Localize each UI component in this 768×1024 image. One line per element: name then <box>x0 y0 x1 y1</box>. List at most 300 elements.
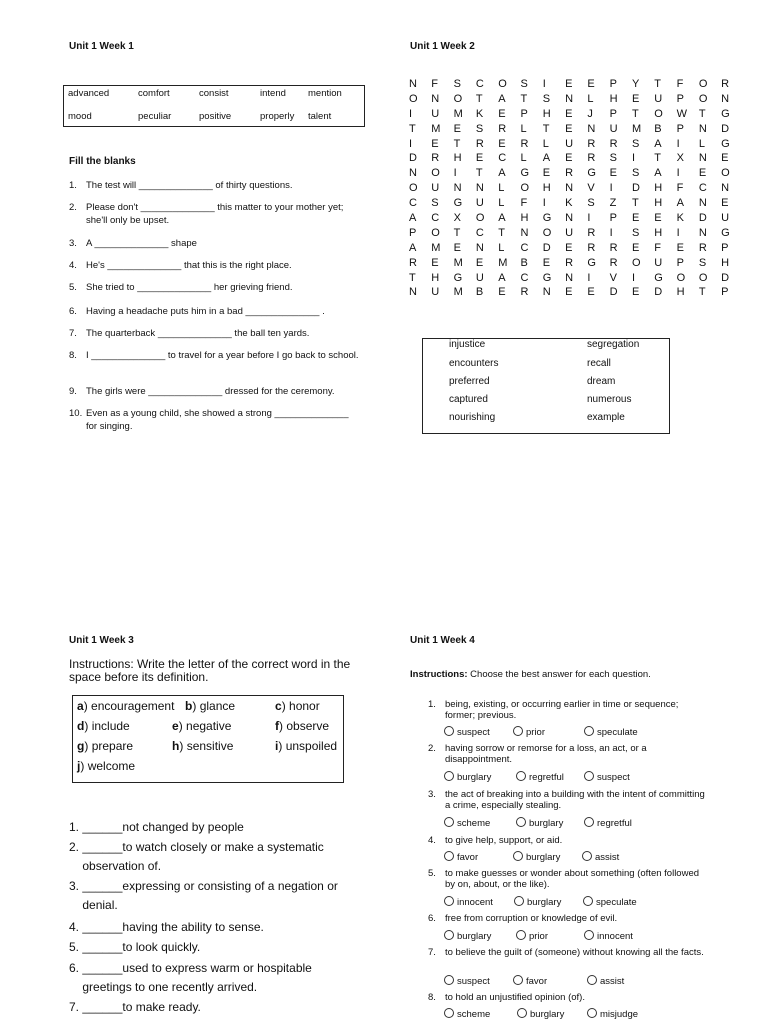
word-search-letter: E <box>542 167 551 180</box>
word-search-letter: M <box>431 122 441 135</box>
word-list-item: preferred <box>449 376 490 387</box>
word-search-letter: L <box>498 197 505 210</box>
word-search-letter: N <box>587 122 596 135</box>
word-search-letter: P <box>676 122 684 135</box>
word-search-letter: U <box>565 137 574 150</box>
answer-choice[interactable] <box>444 726 490 738</box>
week1-question: 9. The girls were ______________ dressed for the ceremony. <box>69 386 335 397</box>
word-search-letter: U <box>721 212 730 225</box>
radio-button-icon[interactable] <box>583 896 593 906</box>
word-search-letter: T <box>453 226 461 239</box>
week4-header: Unit 1 Week 4 <box>410 635 475 646</box>
word-search-letter: G <box>520 167 530 180</box>
word-search-letter: P <box>721 241 729 254</box>
word-search-letter: R <box>587 152 596 165</box>
word-list-item: injustice <box>449 339 486 350</box>
week3-definition: 6. ______used to express warm or hospitable greetings to one recently arrived. <box>69 961 312 994</box>
word-search-letter: G <box>542 271 552 284</box>
word-search-letter: S <box>698 256 707 269</box>
week3-definition: 5. ______to look quickly. <box>69 940 201 954</box>
word-search-letter: A <box>542 152 551 165</box>
word-search-letter: C <box>498 152 507 165</box>
word-search-letter: U <box>475 197 484 210</box>
answer-choice-label: misjudge <box>600 1009 639 1020</box>
word-search-row <box>409 238 743 253</box>
word-search-letter: R <box>698 241 707 254</box>
word-search-letter: E <box>565 78 573 90</box>
word-search-letter: B <box>475 286 484 299</box>
word-search-letter: P <box>676 256 684 269</box>
word-search-letter: I <box>609 182 613 195</box>
word-search-letter: H <box>520 212 529 225</box>
word-search-letter: A <box>654 137 662 150</box>
word-search-letter: O <box>698 271 708 284</box>
answer-choice-label: burglary <box>457 772 492 783</box>
week1-question: 1. The test will ______________ of thirty questions. <box>69 180 293 191</box>
word-search-letter: N <box>721 182 730 195</box>
word-search-letter: C <box>475 226 484 239</box>
answer-choice-label: scheme <box>457 1009 491 1020</box>
word-search-letter: T <box>542 122 550 135</box>
word-search-letter: I <box>631 271 636 284</box>
word-search-letter: U <box>565 226 574 239</box>
word-search-letter: R <box>609 256 618 269</box>
word-search-letter: E <box>631 212 640 225</box>
word-search-letter: O <box>453 92 463 105</box>
word-search-letter: F <box>654 241 661 254</box>
word-search-letter: X <box>676 152 684 165</box>
word-search-letter: F <box>520 197 528 210</box>
word-search-letter: L <box>498 241 505 254</box>
word-search-letter: I <box>409 107 413 120</box>
word-search-letter: T <box>631 197 639 210</box>
word-search-letter: T <box>475 167 483 180</box>
word-search-row <box>409 74 743 89</box>
word-search-letter: G <box>721 226 730 239</box>
word-search-letter: I <box>676 226 680 239</box>
week1-question: 10. Even as a young child, she showed a strong ______________ for singing. <box>69 408 349 432</box>
word-search-letter: E <box>631 286 640 299</box>
word-search-letter: O <box>431 167 440 180</box>
word-bank-item: positive <box>199 111 232 122</box>
word-search-letter: H <box>721 256 730 269</box>
answer-choice[interactable] <box>587 1008 638 1020</box>
word-search-letter: M <box>631 122 642 135</box>
word-search-letter: I <box>631 152 636 165</box>
word-search-letter: S <box>631 137 640 150</box>
word-search-letter: R <box>721 78 730 90</box>
word-search-letter: N <box>520 226 529 239</box>
word-search-letter: I <box>453 167 457 180</box>
word-list-item: segregation <box>587 339 640 350</box>
word-search-letter: A <box>409 241 417 254</box>
word-list-item: encounters <box>449 358 499 369</box>
word-search-letter: Y <box>631 78 640 90</box>
word-search-letter: K <box>676 212 684 225</box>
answer-choice[interactable] <box>444 975 490 987</box>
word-search-letter: E <box>565 122 573 135</box>
word-search-letter: P <box>409 226 417 239</box>
word-search-letter: E <box>698 167 707 180</box>
word-search-letter: T <box>498 226 505 239</box>
radio-button-icon[interactable] <box>444 726 454 736</box>
week3-definition: 7. ______to make ready. <box>69 1000 201 1014</box>
radio-button-icon[interactable] <box>513 975 523 985</box>
word-search-letter: O <box>475 212 485 225</box>
word-search-letter: P <box>676 92 684 105</box>
word-search-letter: L <box>542 137 549 150</box>
word-search-letter: P <box>609 78 618 90</box>
week4-question: 4. to give help, support, or aid. <box>428 835 563 846</box>
word-search-letter: V <box>587 182 595 195</box>
word-search-letter: N <box>565 92 574 105</box>
word-search-letter: C <box>409 197 417 210</box>
word-search-letter: E <box>498 107 506 120</box>
answer-choice[interactable] <box>584 930 633 942</box>
answer-choice[interactable] <box>584 817 632 829</box>
answer-choice[interactable] <box>584 771 630 783</box>
answer-choice[interactable] <box>444 1008 490 1020</box>
word-search-letter: C <box>698 182 707 195</box>
word-search-letter: R <box>498 122 507 135</box>
word-search-letter: O <box>409 182 418 195</box>
word-search-letter: T <box>475 92 483 105</box>
word-search-letter: E <box>587 286 595 299</box>
word-bank-item: mention <box>308 88 342 99</box>
answer-choice[interactable] <box>444 771 491 783</box>
radio-button-icon[interactable] <box>514 896 524 906</box>
word-search-letter: G <box>453 197 463 210</box>
word-search-letter: H <box>654 197 663 210</box>
radio-button-icon[interactable] <box>444 896 454 906</box>
radio-button-icon[interactable] <box>516 930 526 940</box>
word-search-letter: R <box>520 137 529 150</box>
answer-choice-label: burglary <box>529 818 564 829</box>
word-search-letter: A <box>676 197 684 210</box>
word-search-letter: N <box>698 152 707 165</box>
word-search-letter: D <box>698 212 707 225</box>
word-list-item: example <box>587 412 625 423</box>
answer-choice-label: scheme <box>457 818 491 829</box>
word-search-letter: E <box>631 241 640 254</box>
answer-choice[interactable] <box>582 851 619 863</box>
answer-option: a) encouragement <box>77 699 175 713</box>
word-bank-item: consist <box>199 88 229 99</box>
word-search-letter: E <box>498 137 506 150</box>
word-search-letter: E <box>431 137 439 150</box>
word-search-letter: E <box>453 241 461 254</box>
radio-button-icon[interactable] <box>444 1008 454 1018</box>
radio-button-icon[interactable] <box>584 771 594 781</box>
word-search-letter: E <box>453 122 461 135</box>
word-search-letter: L <box>520 152 527 165</box>
word-search-letter: T <box>453 137 461 150</box>
word-search-letter: L <box>520 122 527 135</box>
answer-choice-label: assist <box>600 976 625 987</box>
word-search-letter: N <box>409 286 417 299</box>
word-search-letter: P <box>721 286 729 299</box>
word-search-letter: S <box>587 197 595 210</box>
word-search-letter: D <box>542 241 551 254</box>
answer-choice[interactable] <box>516 817 563 829</box>
word-search-letter: D <box>721 271 730 284</box>
word-search-letter: U <box>609 122 618 135</box>
word-bank-item: talent <box>308 111 332 122</box>
word-bank-item: mood <box>68 111 92 122</box>
word-search-letter: E <box>609 167 618 180</box>
week3-definition: 4. ______having the ability to sense. <box>69 920 264 934</box>
answer-choice[interactable] <box>513 726 545 738</box>
answer-choice[interactable] <box>583 896 637 908</box>
word-search-letter: M <box>453 256 463 269</box>
word-search-letter: P <box>609 107 618 120</box>
word-search-letter: O <box>654 107 663 120</box>
word-list-item: captured <box>449 394 488 405</box>
answer-option: b) glance <box>185 699 236 713</box>
week1-question: 5. She tried to ______________ her grieving friend. <box>69 282 293 293</box>
word-search-letter: S <box>520 78 528 90</box>
week1-word-bank <box>63 85 365 127</box>
word-search-letter: I <box>676 167 680 180</box>
word-search-letter: O <box>631 256 641 269</box>
word-search-letter: N <box>409 167 417 180</box>
week4-question: 3. the act of breaking into a building with the intent of committing a crime, especially stealing. <box>428 789 705 811</box>
word-list-item: nourishing <box>449 412 496 423</box>
radio-button-icon[interactable] <box>584 817 594 827</box>
word-search-letter: R <box>409 256 417 269</box>
answer-choice[interactable] <box>516 930 548 942</box>
word-search-letter: E <box>498 286 506 299</box>
word-search-row <box>409 282 743 297</box>
week4-question: 5. to make guesses or wonder about something (often followed by on, about, or the like). <box>428 868 700 890</box>
word-search-letter: R <box>587 137 596 150</box>
word-search-letter: G <box>721 137 730 150</box>
word-search-letter: O <box>431 226 440 239</box>
word-search-letter: O <box>542 226 552 239</box>
answer-choice-label: burglary <box>527 897 562 908</box>
word-search-letter: E <box>631 92 640 105</box>
answer-option: c) honor <box>275 699 320 713</box>
week1-question: 7. The quarterback ______________ the ball ten yards. <box>69 328 310 339</box>
word-search-letter: R <box>587 241 596 254</box>
word-search-letter: E <box>565 107 573 120</box>
word-search-letter: J <box>587 107 593 120</box>
word-search-letter: I <box>542 197 546 210</box>
radio-button-icon[interactable] <box>587 975 597 985</box>
word-search-letter: N <box>475 182 484 195</box>
word-search-letter: R <box>565 167 574 180</box>
word-search-row <box>409 134 743 149</box>
word-search-letter: I <box>409 137 413 150</box>
word-search-letter: G <box>721 107 730 120</box>
word-search-grid <box>409 74 743 297</box>
word-search-letter: T <box>654 78 661 90</box>
answer-choice-label: prior <box>529 931 549 942</box>
word-search-letter: N <box>721 92 730 105</box>
week3-definition: 2. ______to watch closely or make a systematic observation of. <box>69 840 324 873</box>
answer-choice-label: burglary <box>530 1009 565 1020</box>
word-search-letter: P <box>609 212 618 225</box>
word-search-row <box>409 193 743 208</box>
week1-question: 6. Having a headache puts him in a bad ______________ . <box>69 306 325 317</box>
word-search-letter: N <box>453 182 462 195</box>
answer-choice[interactable] <box>444 930 491 942</box>
word-search-letter: T <box>409 122 416 135</box>
week1-question: 8. I ______________ to travel for a year before I go back to school. <box>69 350 359 361</box>
word-search-letter: E <box>475 152 484 165</box>
answer-choice-label: regretful <box>597 818 632 829</box>
word-search-letter: E <box>431 256 439 269</box>
word-search-row <box>409 268 743 283</box>
word-search-letter: I <box>587 212 591 225</box>
word-search-row <box>409 89 743 104</box>
word-search-letter: S <box>475 122 484 135</box>
answer-choice[interactable] <box>444 851 478 863</box>
answer-choice-label: favor <box>526 976 548 987</box>
answer-choice-label: assist <box>595 852 620 863</box>
word-search-letter: R <box>609 137 618 150</box>
week4-instructions: Instructions: Choose the best answer for each question. <box>410 669 651 680</box>
radio-button-icon[interactable] <box>444 930 454 940</box>
answer-choice[interactable] <box>587 975 624 987</box>
answer-choice-label: speculate <box>597 727 638 738</box>
word-search-letter: E <box>721 152 729 165</box>
word-search-letter: T <box>631 107 639 120</box>
radio-button-icon[interactable] <box>587 1008 597 1018</box>
word-search-letter: D <box>654 286 663 299</box>
answer-option: j) welcome <box>77 759 136 773</box>
week1-title: Fill the blanks <box>69 156 136 167</box>
week4-question: 8. to hold an unjustified opinion (of). <box>428 992 585 1003</box>
word-search-letter: B <box>654 122 662 135</box>
answer-option: g) prepare <box>77 739 134 753</box>
word-search-letter: U <box>431 182 440 195</box>
answer-choice[interactable] <box>513 851 560 863</box>
radio-button-icon[interactable] <box>444 817 454 827</box>
week1-question: 3. A ______________ shape <box>69 238 197 249</box>
answer-choice[interactable] <box>513 975 547 987</box>
word-search-letter: N <box>698 226 707 239</box>
word-search-letter: C <box>431 212 440 225</box>
answer-choice-label: regretful <box>529 772 564 783</box>
answer-choice[interactable] <box>514 896 561 908</box>
word-search-letter: O <box>498 78 507 90</box>
word-search-letter: A <box>498 271 506 284</box>
word-search-letter: H <box>542 182 551 195</box>
word-search-letter: H <box>542 107 551 120</box>
word-search-letter: I <box>609 226 613 239</box>
word-search-letter: M <box>498 256 508 269</box>
word-search-letter: A <box>409 212 417 225</box>
answer-choice[interactable] <box>444 896 493 908</box>
answer-choice-label: burglary <box>457 931 492 942</box>
word-search-row <box>409 208 743 223</box>
word-search-letter: F <box>676 78 684 90</box>
word-search-letter: E <box>565 241 573 254</box>
radio-button-icon[interactable] <box>516 817 526 827</box>
word-search-letter: G <box>587 167 596 180</box>
word-search-letter: H <box>609 92 618 105</box>
word-search-letter: U <box>475 271 484 284</box>
word-search-letter: R <box>431 152 440 165</box>
answer-choice[interactable] <box>516 771 564 783</box>
radio-button-icon[interactable] <box>582 851 592 861</box>
word-search-letter: C <box>520 271 529 284</box>
answer-choice[interactable] <box>584 726 638 738</box>
word-search-letter: H <box>453 152 462 165</box>
week4-question: 6. free from corruption or knowledge of evil. <box>428 913 618 924</box>
word-search-letter: E <box>565 286 573 299</box>
week1-question: 4. He's ______________ that this is the right place. <box>69 260 292 271</box>
answer-choice[interactable] <box>517 1008 564 1020</box>
word-search-letter: D <box>609 286 618 299</box>
radio-button-icon[interactable] <box>517 1008 527 1018</box>
word-search-letter: U <box>431 286 440 299</box>
word-search-letter: K <box>565 197 573 210</box>
word-search-letter: G <box>654 271 663 284</box>
word-search-letter: M <box>453 107 463 120</box>
word-search-row <box>409 119 743 134</box>
word-search-letter: S <box>631 226 640 239</box>
word-search-row <box>409 163 743 178</box>
word-search-letter: M <box>431 241 441 254</box>
radio-button-icon[interactable] <box>584 726 594 736</box>
word-search-letter: R <box>520 286 529 299</box>
word-search-row <box>409 178 743 193</box>
radio-button-icon[interactable] <box>513 851 523 861</box>
radio-button-icon[interactable] <box>444 771 454 781</box>
word-search-letter: C <box>475 78 484 90</box>
answer-choice[interactable] <box>444 817 490 829</box>
word-search-letter: I <box>587 271 591 284</box>
word-search-letter: S <box>453 78 461 90</box>
radio-button-icon[interactable] <box>584 930 594 940</box>
word-search-letter: M <box>453 286 463 299</box>
word-search-letter: O <box>409 92 418 105</box>
word-search-letter: H <box>654 182 663 195</box>
word-list-item: numerous <box>587 394 632 405</box>
radio-button-icon[interactable] <box>516 771 526 781</box>
word-search-letter: T <box>698 286 706 299</box>
week3-instructions: Instructions: Write the letter of the correct word in the space before its definition. <box>69 657 351 684</box>
week3-header: Unit 1 Week 3 <box>69 635 134 646</box>
radio-button-icon[interactable] <box>513 726 523 736</box>
answer-choice-label: suspect <box>457 976 490 987</box>
word-search-letter: H <box>654 226 663 239</box>
word-search-letter: V <box>609 271 618 284</box>
word-search-letter: T <box>654 152 661 165</box>
word-list-item: recall <box>587 358 611 369</box>
radio-button-icon[interactable] <box>444 851 454 861</box>
word-search-letter: S <box>542 92 551 105</box>
word-search-letter: E <box>565 152 573 165</box>
answer-choice-label: innocent <box>597 931 633 942</box>
answer-choice-label: speculate <box>596 897 637 908</box>
word-search-letter: F <box>676 182 684 195</box>
answer-option: i) unspoiled <box>275 739 338 753</box>
radio-button-icon[interactable] <box>444 975 454 985</box>
word-search-letter: N <box>565 182 574 195</box>
word-search-letter: N <box>698 197 707 210</box>
word-search-letter: N <box>565 212 574 225</box>
week1-question: 2. Please don't ______________ this matter to your mother yet; she'll only be upset. <box>69 202 344 226</box>
word-search-letter: T <box>698 107 706 120</box>
word-search-letter: S <box>631 167 640 180</box>
word-search-letter: N <box>409 78 417 90</box>
week4-question: 1. being, existing, or occurring earlier in time or sequence; former; previous. <box>428 699 679 721</box>
word-search-letter: R <box>565 256 574 269</box>
word-search-letter: S <box>609 152 618 165</box>
